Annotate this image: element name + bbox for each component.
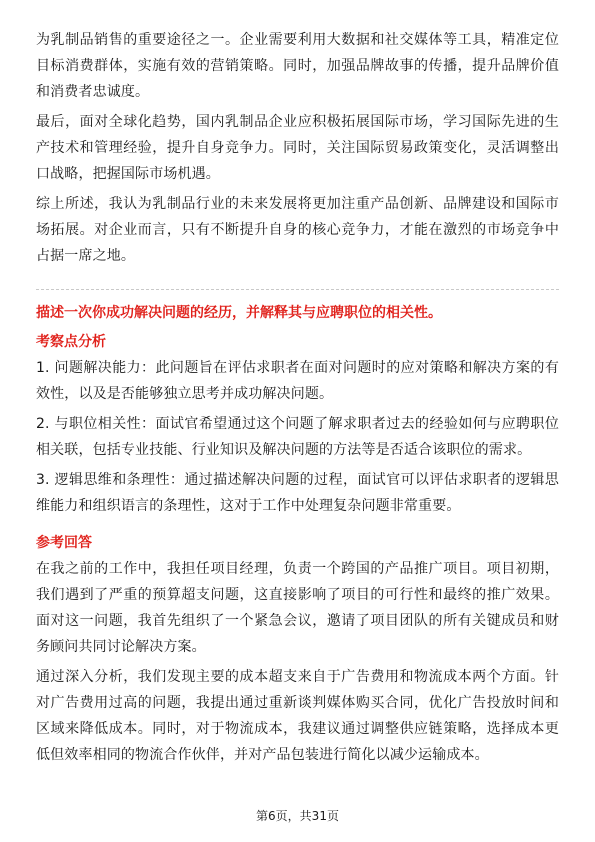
analysis-item: 2. 与职位相关性：面试官希望通过这个问题了解求职者过去的经验如何与应聘职位相关联，包括专业技能、行业知识及解决问题的方法等是否适合该职位的需求。 [36,416,559,458]
intro-paragraph: 为乳制品销售的重要途径之一。企业需要利用大数据和社交媒体等工具，精准定位目标消费群体，实施有效的营销策略。同时，加强品牌故事的传播，提升品牌价值和消费者忠诚度。 [36,32,559,100]
reference-paragraph: 在我之前的工作中，我担任项目经理，负责一个跨国的产品推广项目。项目初期，我们遇到了严重的预算超支问题，这直接影响了项目的可行性和最终的推广效果。面对这一问题，我首先组织了一个紧急会议，邀请了项目团队的所有关键成员和财务顾问共同讨论解决方案。 [36,561,559,655]
page-number-footer: 第6页，共31页 [256,809,339,823]
intro-paragraph: 最后，面对全球化趋势，国内乳制品企业应积极拓展国际市场，学习国际先进的生产技术和管理经验，提升自身竞争力。同时，关注国际贸易政策变化，灵活调整出口战略，把握国际市场机遇。 [36,114,559,182]
section-divider [36,289,559,290]
reference-title: 参考回答 [36,535,92,551]
reference-paragraph: 通过深入分析，我们发现主要的成本超支来自于广告费用和物流成本两个方面。针对广告费用过高的问题，我提出通过重新谈判媒体购买合同，优化广告投放时间和区域来降低成本。同时，对于物流成本，我建议通过调整供应链策略，选择成本更低但效率相同的物流合作伙伴，并对产品包装进行简化以减少运输成本。 [36,669,559,763]
document-page [36,27,559,768]
analysis-item: 3. 逻辑思维和条理性：通过描述解决问题的过程，面试官可以评估求职者的逻辑思维能力和组织语言的条理性，这对于工作中处理复杂问题非常重要。 [36,472,559,514]
analysis-section [36,330,559,519]
analysis-item: 1. 问题解决能力：此问题旨在评估求职者在面对问题时的应对策略和解决方案的有效性，以及是否能够独立思考并成功解决问题。 [36,360,559,402]
analysis-title: 考察点分析 [36,334,106,350]
interview-question: 描述一次你成功解决问题的经历，并解释其与应聘职位的相关性。 [36,305,442,321]
reference-answer-section [36,531,559,768]
intro-paragraph: 综上所述，我认为乳制品行业的未来发展将更加注重产品创新、品牌建设和国际市场拓展。对企业而言，只有不断提升自身的核心竞争力，才能在激烈的市场竞争中占据一席之地。 [36,196,559,264]
